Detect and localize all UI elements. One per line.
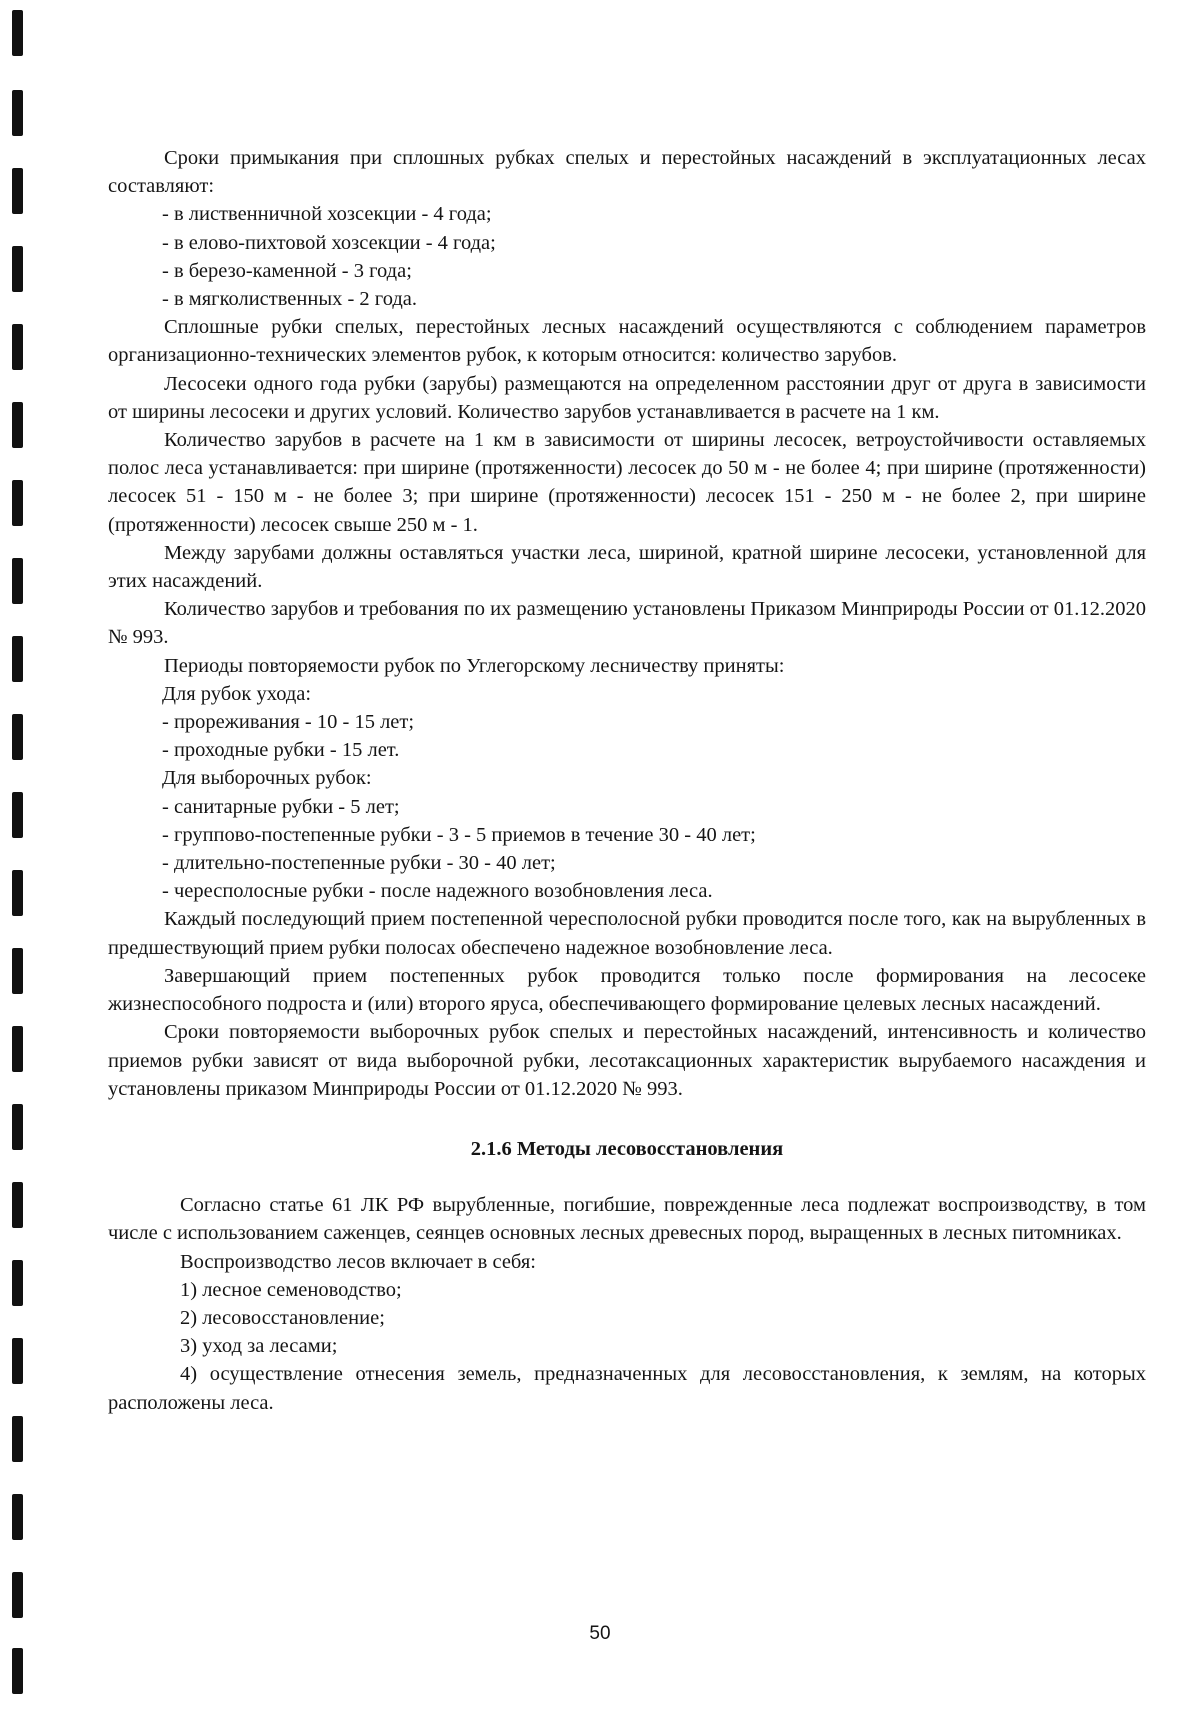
- page-number: 50: [589, 1623, 611, 1644]
- paragraph: Сроки примыкания при сплошных рубках спелых и перестойных насаждений в эксплуатационных лесах составляют:: [108, 147, 1146, 198]
- binding-hole: [12, 714, 23, 760]
- numbered-item: 1) лесное семеноводство;: [180, 1278, 402, 1301]
- binding-hole: [12, 636, 23, 682]
- binding-hole: [12, 1416, 23, 1462]
- paragraph: Количество зарубов в расчете на 1 км в зависимости от ширины лесосек, ветроустойчивости оставляемых полос леса устанавливается: при ширине (протяженности) лесосек до 50 м - не более 4; при ширине (протяженности) лесосек 51 - 150 м - не более 3; при ширине (протяженности) лесосек 151 - 250 м - не более 2, при ширине (протяженности) лесосек свыше 250 м - 1.: [108, 429, 1146, 536]
- list-item: - чересполосные рубки - после надежного возобновления леса.: [162, 880, 713, 903]
- binding-hole: [12, 402, 23, 448]
- list-item: - в елово-пихтовой хозсекции - 4 года;: [162, 231, 496, 254]
- paragraph: Периоды повторяемости рубок по Углегорскому лесничеству приняты:: [164, 654, 785, 677]
- binding-hole: [12, 1026, 23, 1072]
- binding-holes: [0, 0, 40, 1710]
- numbered-item: 4) осуществление отнесения земель, предназначенных для лесовосстановления, к землям, на которых расположены леса.: [108, 1363, 1146, 1414]
- binding-hole: [12, 1104, 23, 1150]
- paragraph: Каждый последующий прием постепенной чересполосной рубки проводится после того, как на вырубленных в предшествующий прием рубки полосах обеспечено надежное возобновление леса.: [108, 908, 1146, 959]
- list-item: - санитарные рубки - 5 лет;: [162, 795, 400, 818]
- binding-hole: [12, 1338, 23, 1384]
- document-body: [108, 144, 1146, 1417]
- list-item: - в березо-каменной - 3 года;: [162, 259, 412, 282]
- paragraph: Сроки повторяемости выборочных рубок спелых и перестойных насаждений, интенсивность и количество приемов рубки зависят от вида выборочной рубки, лесотаксационных характеристик вырубаемого насаждения и установлены приказом Минприроды России от 01.12.2020 № 993.: [108, 1021, 1146, 1100]
- binding-hole: [12, 558, 23, 604]
- binding-hole: [12, 792, 23, 838]
- binding-hole: [12, 480, 23, 526]
- binding-hole: [12, 1182, 23, 1228]
- paragraph: Количество зарубов и требования по их размещению установлены Приказом Минприроды России от 01.12.2020 № 993.: [108, 598, 1146, 649]
- paragraph: Лесосеки одного года рубки (зарубы) размещаются на определенном расстоянии друг от друга в зависимости от ширины лесосеки и других условий. Количество зарубов устанавливается в расчете на 1 км.: [108, 372, 1146, 423]
- list-item: - длительно-постепенные рубки - 30 - 40 лет;: [162, 852, 556, 875]
- paragraph: Воспроизводство лесов включает в себя:: [180, 1250, 536, 1273]
- numbered-item: 3) уход за лесами;: [180, 1335, 338, 1358]
- binding-hole: [12, 1648, 23, 1694]
- binding-hole: [12, 324, 23, 370]
- list-item: - группово-постепенные рубки - 3 - 5 приемов в течение 30 - 40 лет;: [162, 823, 756, 846]
- paragraph: Между зарубами должны оставляться участки леса, шириной, кратной ширине лесосеки, установленной для этих насаждений.: [108, 541, 1146, 593]
- list-item: - прореживания - 10 - 15 лет;: [162, 711, 415, 734]
- paragraph: Согласно статье 61 ЛК РФ вырубленные, погибшие, поврежденные леса подлежат воспроизводству, в том числе с использованием саженцев, сеянцев основных лесных древесных пород, выращенных в лесных питомниках.: [108, 1194, 1146, 1245]
- binding-hole: [12, 1260, 23, 1306]
- list-item: - проходные рубки - 15 лет.: [162, 739, 400, 762]
- subheading: Для выборочных рубок:: [162, 767, 372, 790]
- binding-hole: [12, 168, 23, 214]
- binding-hole: [12, 870, 23, 916]
- binding-hole: [12, 1494, 23, 1540]
- binding-hole: [12, 10, 23, 56]
- binding-hole: [12, 246, 23, 292]
- subheading: Для рубок ухода:: [162, 682, 312, 705]
- numbered-item: 2) лесовосстановление;: [180, 1306, 385, 1329]
- binding-hole: [12, 1572, 23, 1618]
- paragraph: Сплошные рубки спелых, перестойных лесных насаждений осуществляются с соблюдением параметров организационно-технических элементов рубок, к которым относится: количество зарубов.: [108, 316, 1146, 367]
- list-item: - в лиственничной хозсекции - 4 года;: [162, 203, 492, 226]
- paragraph: Завершающий прием постепенных рубок проводится только после формирования на лесосеке жизнеспособного подроста и (или) второго яруса, обеспечивающего формирование целевых лесных насаждений.: [108, 964, 1146, 1016]
- binding-hole: [12, 90, 23, 136]
- section-heading: 2.1.6 Методы лесовосстановления: [470, 1137, 784, 1160]
- list-item: - в мягколиственных - 2 года.: [162, 288, 418, 311]
- binding-hole: [12, 948, 23, 994]
